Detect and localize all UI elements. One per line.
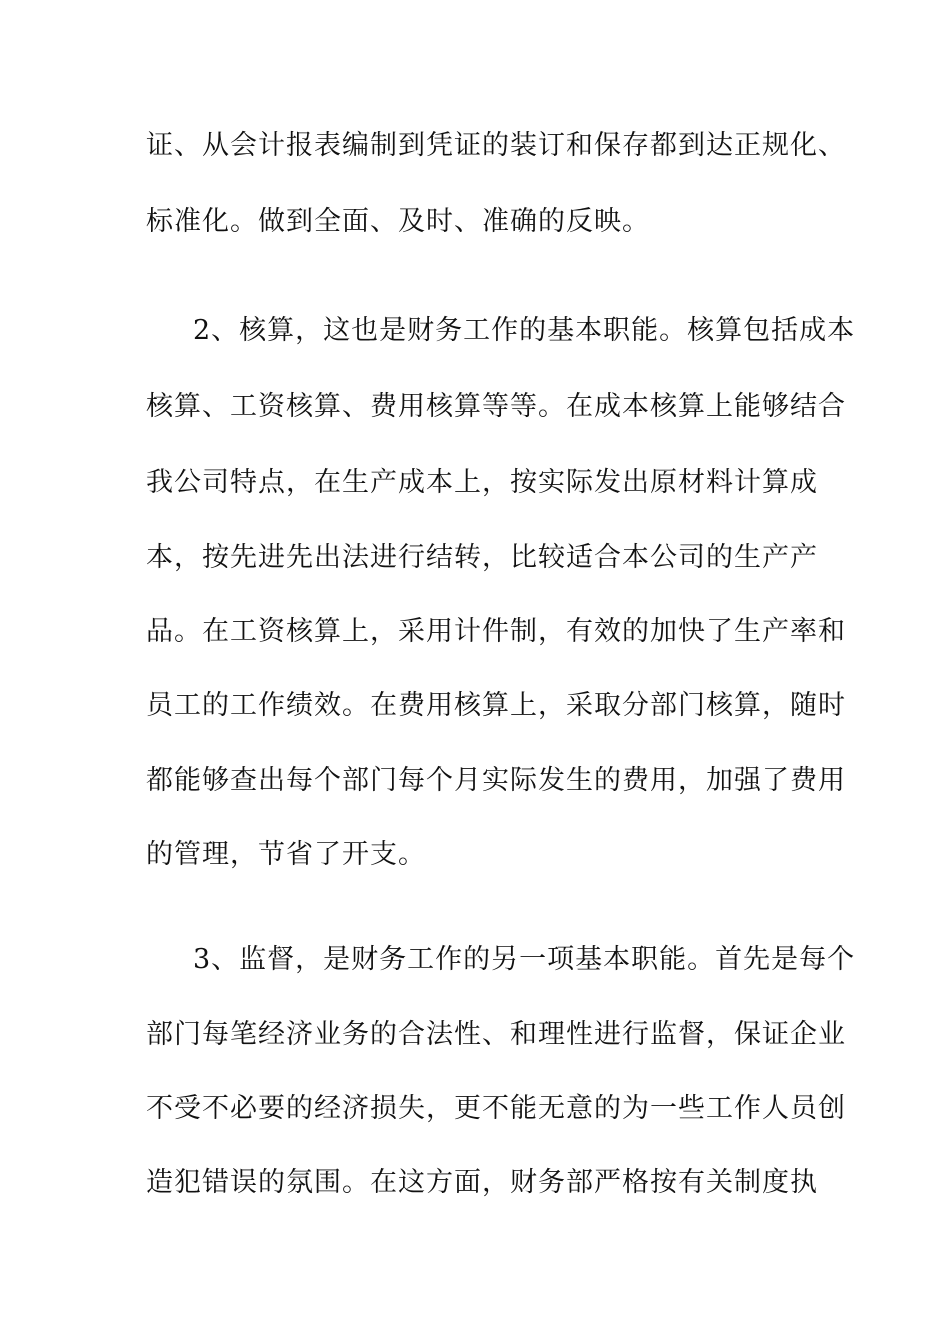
paragraph-2-line-7: 都能够查出每个部门每个月实际发生的费用，加强了费用 [146,765,846,796]
paragraph-2-line-8: 的管理，节省了开支。 [146,839,426,870]
paragraph-3-line-1: 3、监督，是财务工作的另一项基本职能。首先是每个 [193,944,856,975]
paragraph-3-line-4: 造犯错误的氛围。在这方面，财务部严格按有关制度执 [146,1167,818,1198]
paragraph-2-line-3: 我公司特点，在生产成本上，按实际发出原材料计算成 [146,467,818,498]
paragraph-2-line-1: 2、核算，这也是财务工作的基本职能。核算包括成本 [193,315,856,346]
paragraph-2-line-6: 员工的工作绩效。在费用核算上，采取分部门核算，随时 [146,690,846,721]
paragraph-2-line-5: 品。在工资核算上，采用计件制，有效的加快了生产率和 [146,616,846,647]
paragraph-2-line-4: 本，按先进先出法进行结转，比较适合本公司的生产产 [146,542,818,573]
paragraph-3-line-2: 部门每笔经济业务的合法性、和理性进行监督，保证企业 [146,1019,846,1050]
paragraph-3-line-3: 不受不必要的经济损失，更不能无意的为一些工作人员创 [146,1093,846,1124]
paragraph-2-line-2: 核算、工资核算、费用核算等等。在成本核算上能够结合 [146,391,846,422]
paragraph-1-line-2: 标准化。做到全面、及时、准确的反映。 [146,206,650,237]
paragraph-1-line-1: 证、从会计报表编制到凭证的装订和保存都到达正规化、 [146,130,846,161]
